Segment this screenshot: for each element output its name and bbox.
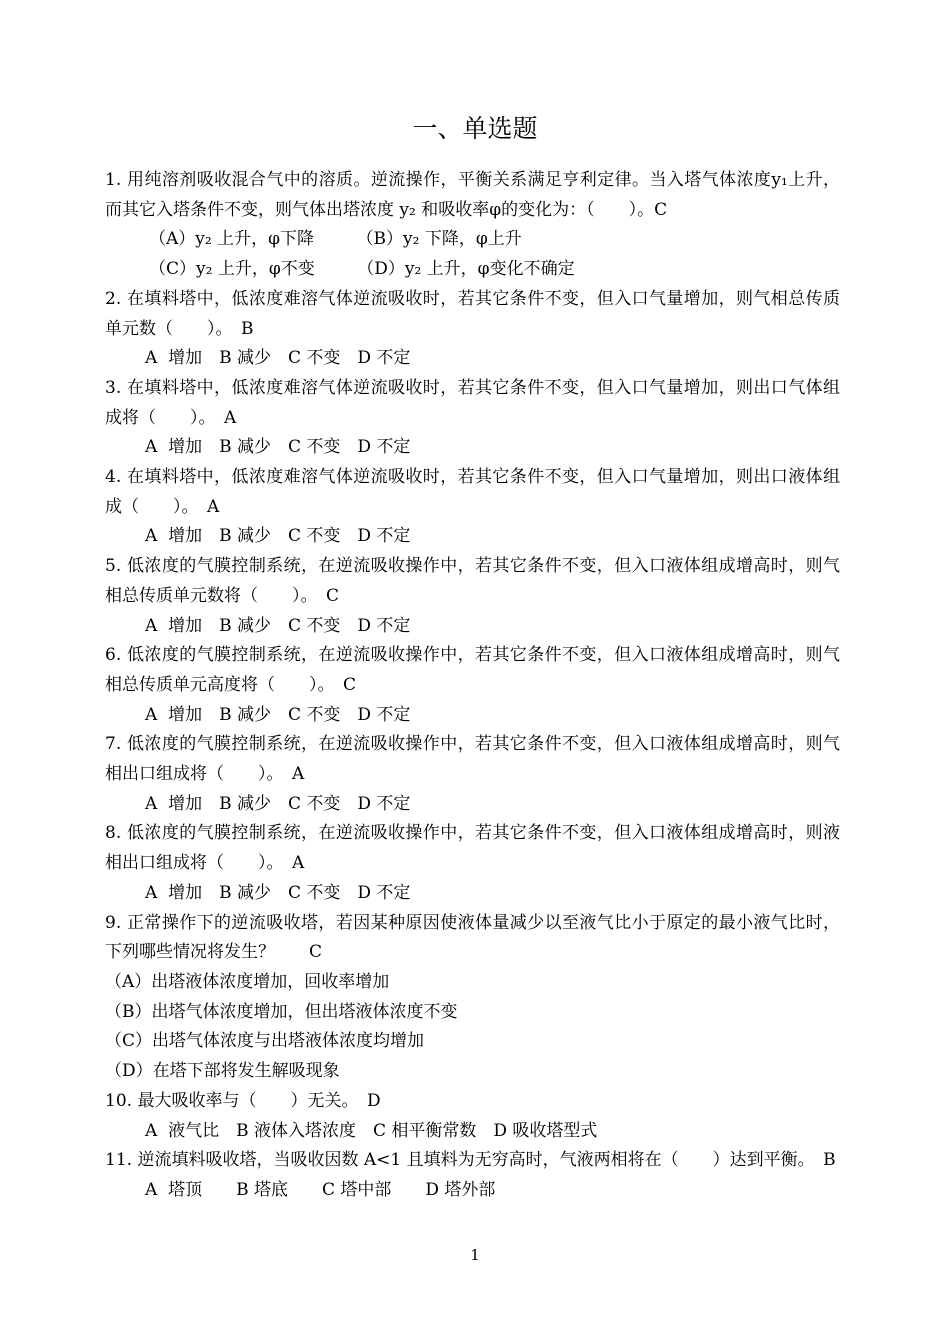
question-3: [105, 374, 840, 463]
question-stem: 8. 低浓度的气膜控制系统，在逆流吸收操作中，若其它条件不变，但入口液体组成增高时，则液相出口组成将（ ）。 A: [105, 823, 840, 874]
question-stem: 5. 低浓度的气膜控制系统，在逆流吸收操作中，若其它条件不变，但入口液体组成增高时，则气相总传质单元数将（ ）。 C: [105, 556, 840, 606]
option-line: （A）出塔液体浓度增加，回收率增加: [105, 971, 390, 992]
question-stem: 1. 用纯溶剂吸收混合气中的溶质。逆流操作，平衡关系满足亨利定律。当入塔气体浓度y₁上升，而其它入塔条件不变，则气体出塔浓度 y₂ 和吸收率φ的变化为：（ ）。C: [105, 170, 840, 220]
question-1: [105, 166, 840, 285]
page-number: 1: [470, 1246, 480, 1264]
question-stem: 2. 在填料塔中，低浓度难溶气体逆流吸收时，若其它条件不变，但入口气量增加，则气相总传质单元数（ ）。 B: [105, 288, 840, 339]
question-stem: 9. 正常操作下的逆流吸收塔，若因某种原因使液体量减少以至液气比小于原定的最小液气比时，下列哪些情况将发生？ C: [105, 912, 840, 963]
question-5: [105, 552, 840, 641]
page-title: 一、单选题: [412, 114, 538, 143]
option-line: A 增加 B 减少 C 不变 D 不定: [145, 348, 411, 369]
option-line: （C）出塔气体浓度与出塔液体浓度均增加: [105, 1031, 425, 1052]
question-4: [105, 463, 840, 552]
option-line: A 增加 B 减少 C 不变 D 不定: [145, 437, 411, 458]
option-line: A 增加 B 减少 C 不变 D 不定: [145, 526, 411, 547]
option-line: A 增加 B 减少 C 不变 D 不定: [145, 615, 411, 636]
question-7: [105, 730, 840, 819]
question-stem: 3. 在填料塔中，低浓度难溶气体逆流吸收时，若其它条件不变，但入口气量增加，则出口气体组成将（ ）。 A: [105, 377, 840, 428]
question-stem: 11. 逆流填料吸收塔，当吸收因数 A<1 且填料为无穷高时，气液两相将在（ ）达到平衡。 B: [105, 1150, 836, 1171]
option-line: A 塔顶 B 塔底 C 塔中部 D 塔外部: [145, 1179, 496, 1200]
question-2: [105, 285, 840, 374]
question-list: [105, 166, 840, 1206]
option-line: （A）y₂ 上升，φ下降 （B）y₂ 下降，φ上升: [149, 229, 522, 250]
option-line: A 增加 B 减少 C 不变 D 不定: [145, 793, 411, 814]
question-8: [105, 819, 840, 908]
option-line: （B）出塔气体浓度增加，但出塔液体浓度不变: [105, 1001, 458, 1022]
question-9: [105, 909, 840, 1087]
question-6: [105, 641, 840, 730]
question-stem: 10. 最大吸收率与（ ）无关。 D: [105, 1090, 381, 1111]
option-line: （C）y₂ 上升，φ不变 （D）y₂ 上升，φ变化不确定: [149, 259, 575, 280]
question-stem: 4. 在填料塔中，低浓度难溶气体逆流吸收时，若其它条件不变，但入口气量增加，则出口液体组成（ ）。 A: [105, 467, 840, 517]
option-line: （D）在塔下部将发生解吸现象: [105, 1061, 340, 1082]
option-line: A 增加 B 减少 C 不变 D 不定: [145, 882, 411, 903]
question-stem: 6. 低浓度的气膜控制系统，在逆流吸收操作中，若其它条件不变，但入口液体组成增高时，则气相总传质单元高度将（ ）。 C: [105, 645, 840, 695]
option-line: A 液气比 B 液体入塔浓度 C 相平衡常数 D 吸收塔型式: [145, 1120, 598, 1141]
question-10: [105, 1087, 840, 1146]
question-11: [105, 1146, 840, 1205]
question-stem: 7. 低浓度的气膜控制系统，在逆流吸收操作中，若其它条件不变，但入口液体组成增高时，则气相出口组成将（ ）。 A: [105, 734, 840, 785]
option-line: A 增加 B 减少 C 不变 D 不定: [145, 704, 411, 725]
